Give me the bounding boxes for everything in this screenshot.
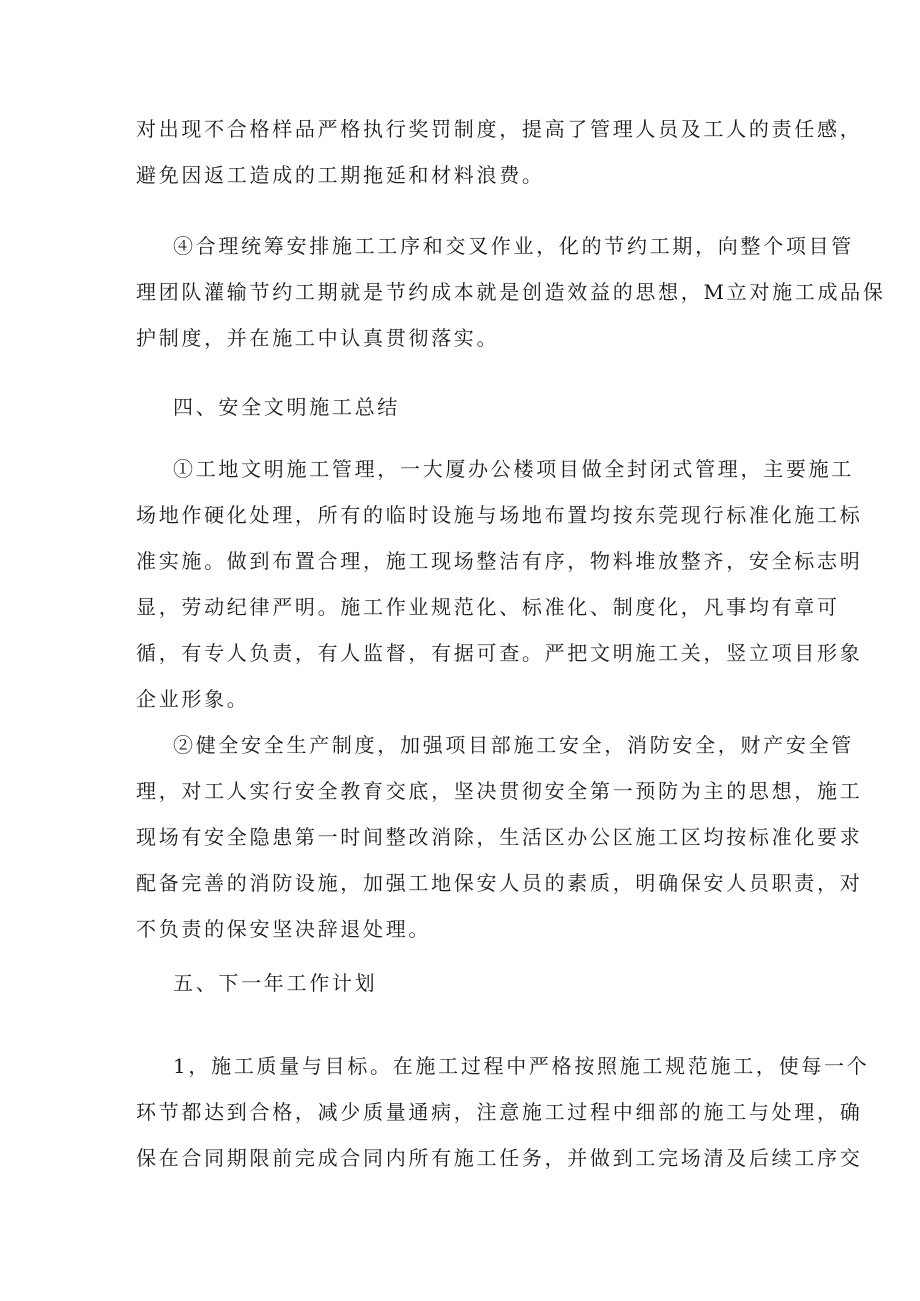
paragraph-reward-penalty bbox=[136, 106, 863, 198]
text-line: 1，施工质量与目标。在施工过程中严格按照施工规范施工，使每一个 bbox=[173, 1054, 870, 1078]
text-line: 企业形象。 bbox=[136, 687, 250, 711]
text-line: 理，对工人实行安全教育交底，坚决贯彻安全第一预防为主的思想，施工 bbox=[136, 779, 863, 803]
text-line: ②健全安全生产制度，加强项目部施工安全，消防安全，财产安全管 bbox=[173, 733, 854, 757]
text-line: 理团队灌输节约工期就是节约成本就是创造效益的思想，M立对施工成品保 bbox=[136, 280, 886, 304]
text-line: 避免因返工造成的工期拖延和材料浪费。 bbox=[136, 163, 545, 187]
text-line: 环节都达到合格，减少质量通病，注意施工过程中细部的施工与处理，确 bbox=[136, 1100, 863, 1124]
text-line: 配备完善的消防设施，加强工地保安人员的素质，明确保安人员职责，对 bbox=[136, 871, 863, 895]
text-line: 不负责的保安坚决辞退处理。 bbox=[136, 917, 432, 941]
section-heading-text: 四、安全文明施工总结 bbox=[173, 395, 400, 419]
section-heading-safety bbox=[136, 384, 786, 430]
section-heading-plan bbox=[136, 960, 786, 1006]
text-line: ①工地文明施工管理，一大厦办公楼项目做全封闭式管理，主要施工 bbox=[173, 457, 854, 481]
section-heading-text: 五、下一年工作计划 bbox=[173, 971, 378, 995]
text-line: ④合理统筹安排施工工序和交叉作业，化的节约工期，向整个项目管 bbox=[173, 234, 854, 258]
text-line: 护制度，并在施工中认真贯彻落实。 bbox=[136, 326, 500, 350]
text-line: 准实施。做到布置合理，施工现场整洁有序，物料堆放整齐，安全标志明 bbox=[136, 549, 863, 573]
paragraph-schedule-planning bbox=[136, 223, 886, 361]
text-line: 保在合同期限前完成合同内所有施工任务，并做到工完场清及后续工序交 bbox=[136, 1146, 863, 1170]
text-line: 现场有安全隐患第一时间整改消除，生活区办公区施工区均按标准化要求 bbox=[136, 825, 863, 849]
paragraph-civilized-construction bbox=[136, 446, 863, 722]
text-line: 显，劳动纪律严明。施工作业规范化、标准化、制度化，凡事均有章可 bbox=[136, 595, 840, 619]
text-line: 对出现不合格样品严格执行奖罚制度，提高了管理人员及工人的责任感， bbox=[136, 117, 863, 141]
text-line: 场地作硬化处理，所有的临时设施与场地布置均按东莞现行标准化施工标 bbox=[136, 503, 863, 527]
paragraph-quality-target bbox=[136, 1043, 870, 1181]
text-line: 循，有专人负责，有人监督，有据可查。严把文明施工关，竖立项目形象 bbox=[136, 641, 863, 665]
paragraph-safety-system bbox=[136, 722, 863, 952]
